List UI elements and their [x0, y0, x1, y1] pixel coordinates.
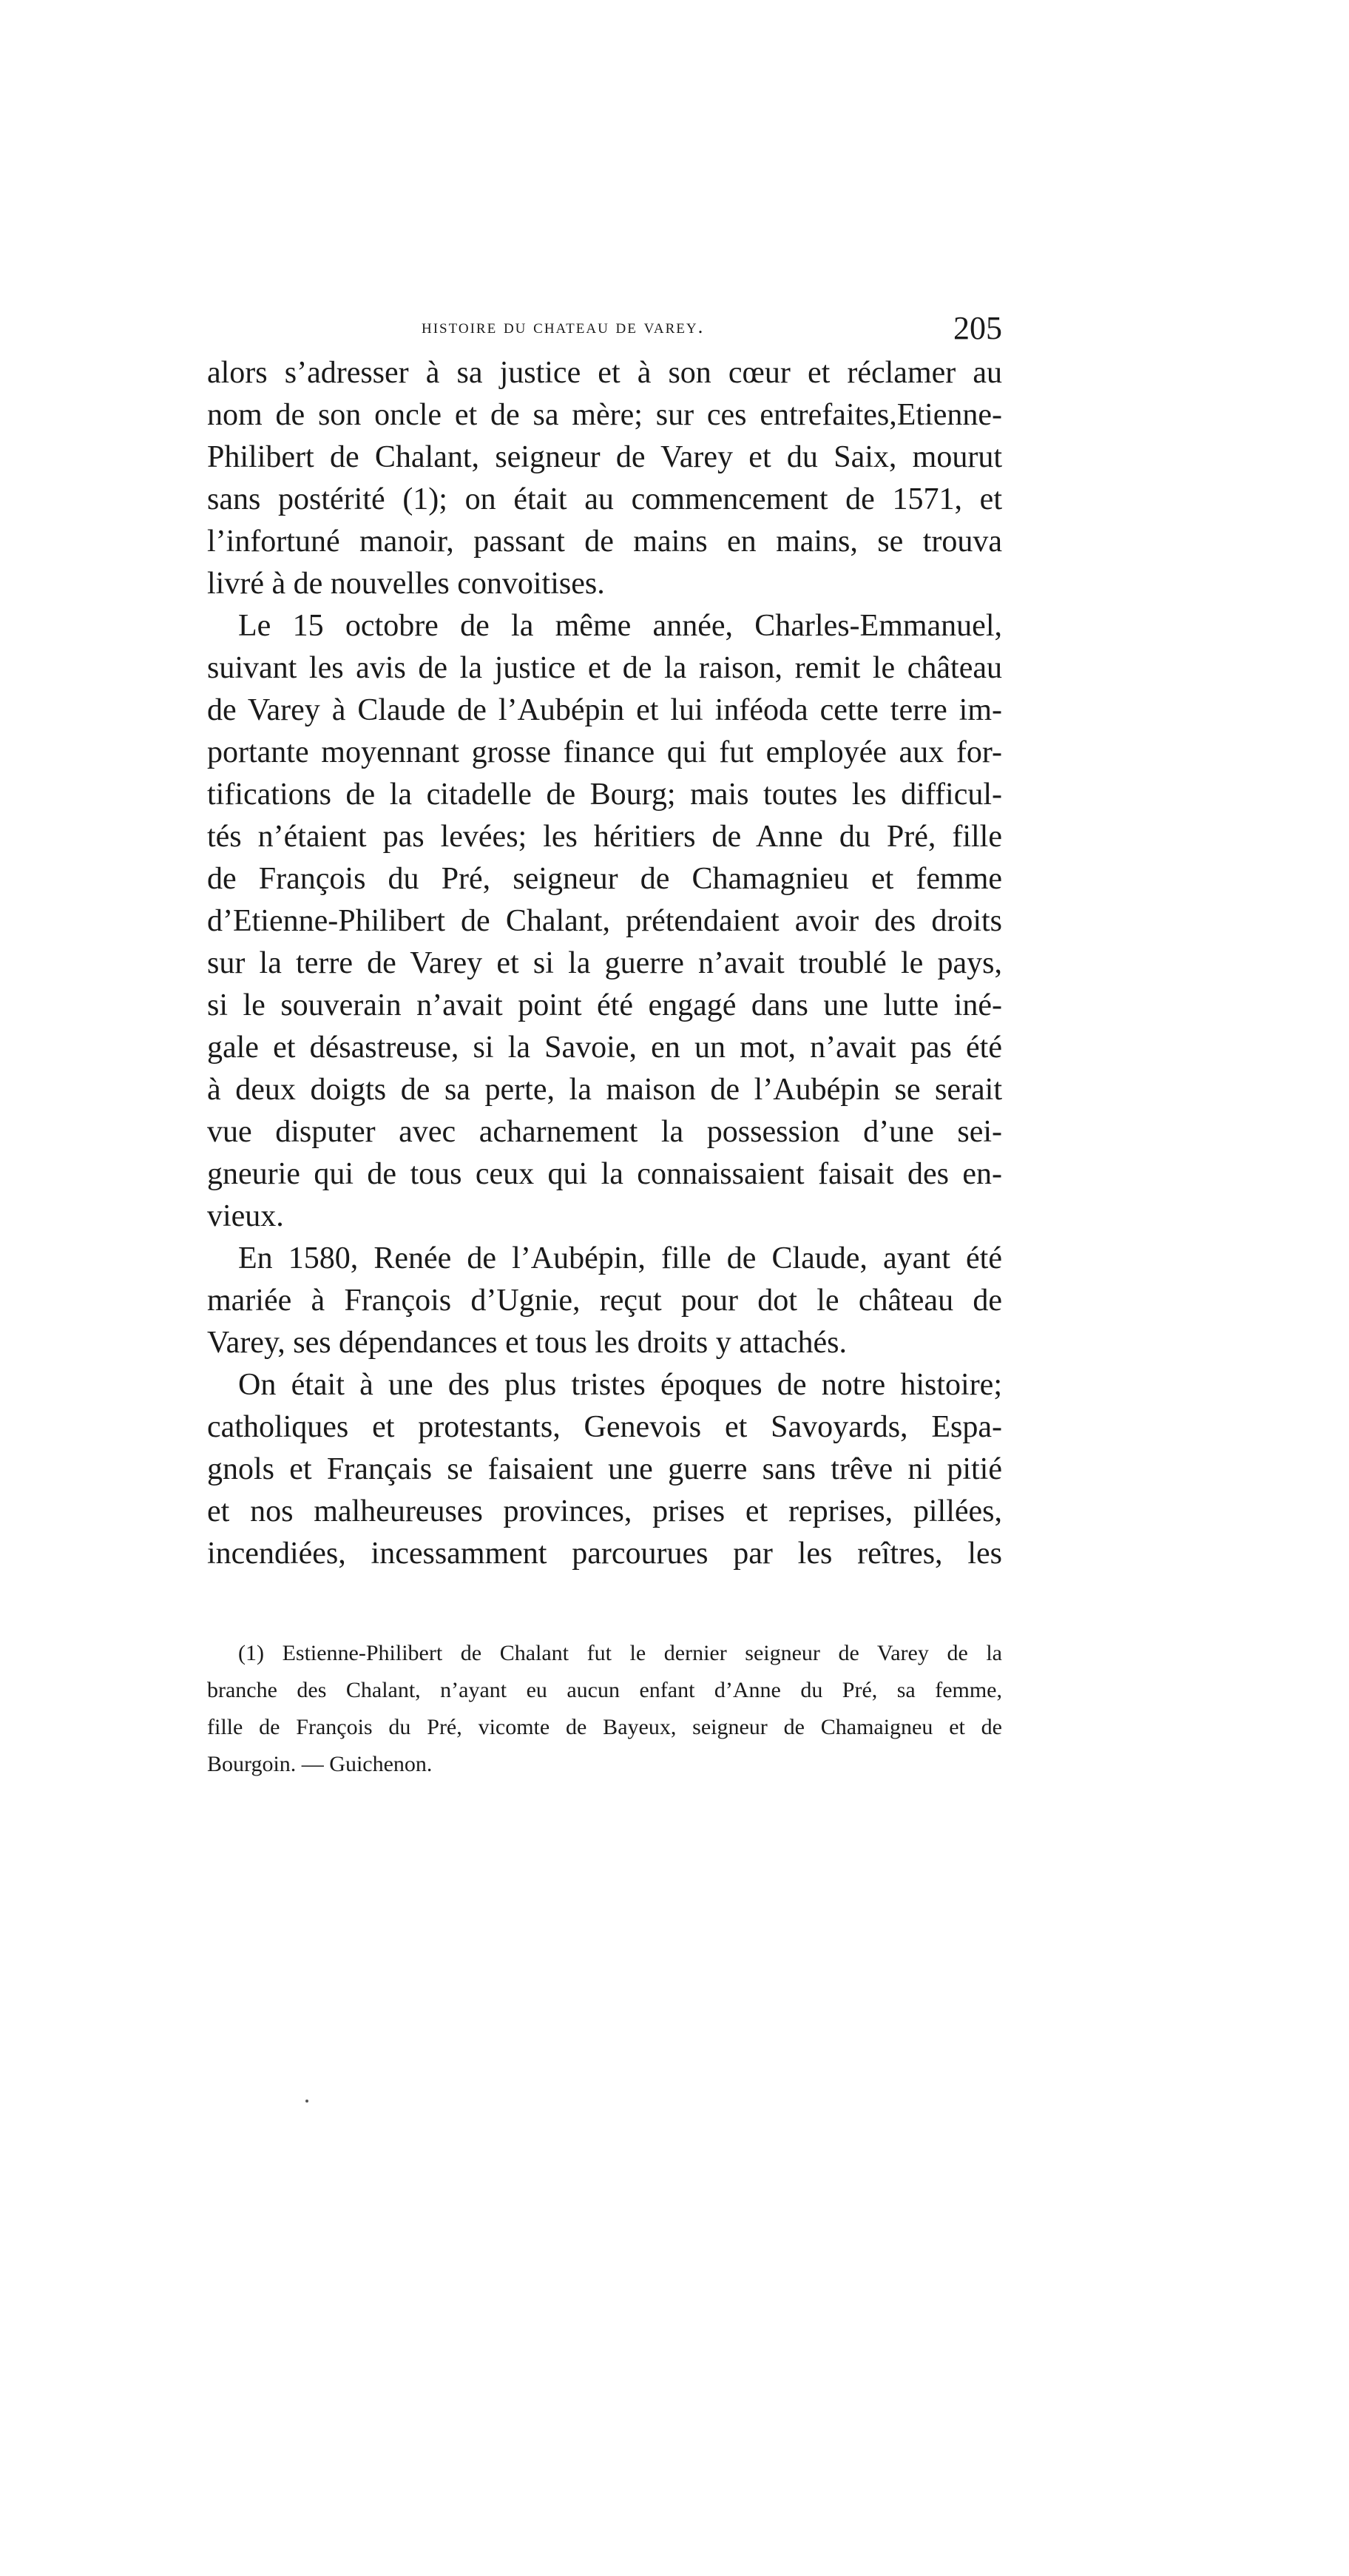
paper-speck	[305, 2100, 308, 2103]
text-line: gneurie qui de tous ceux qui la connaissaient faisait des en-	[207, 1157, 1002, 1191]
text-line: mariée à François d’Ugnie, reçut pour dot le château de	[207, 1284, 1002, 1318]
text-line: sur la terre de Varey et si la guerre n’avait troublé le pays,	[207, 946, 1002, 980]
footnote-line: (1) Estienne-Philibert de Chalant fut le dernier seigneur de Varey de la	[238, 1641, 1002, 1665]
text-line: incendiées, incessamment parcourues par les reîtres, les	[207, 1537, 1002, 1571]
text-line: d’Etienne-Philibert de Chalant, prétendaient avoir des droits	[207, 904, 1002, 938]
text-line: sans postérité (1); on était au commencement de 1571, et	[207, 482, 1002, 516]
text-line: vieux.	[207, 1199, 284, 1233]
text-line: de François du Pré, seigneur de Chamagnieu et femme	[207, 862, 1002, 896]
running-head	[418, 309, 1002, 354]
page-number: 205	[953, 310, 1002, 346]
text-line: nom de son oncle et de sa mère; sur ces entrefaites,Etienne-	[207, 398, 1002, 432]
text-line: portante moyennant grosse finance qui fut employée aux for-	[207, 735, 1002, 769]
text-line: suivant les avis de la justice et de la raison, remit le château	[207, 651, 1002, 685]
text-line: de Varey à Claude de l’Aubépin et lui inféoda cette terre im-	[207, 693, 1002, 727]
text-line: vue disputer avec acharnement la possession d’une sei-	[207, 1115, 1002, 1149]
footnote	[207, 1635, 1002, 1783]
text-line: livré à de nouvelles convoitises.	[207, 567, 605, 601]
text-line: En 1580, Renée de l’Aubépin, fille de Claude, ayant été	[238, 1241, 1002, 1275]
text-line: tifications de la citadelle de Bourg; mais toutes les difficul-	[207, 778, 1002, 812]
text-line: l’infortuné manoir, passant de mains en mains, se trouva	[207, 525, 1002, 559]
text-line: alors s’adresser à sa justice et à son cœur et réclamer au	[207, 356, 1002, 390]
text-line: et nos malheureuses provinces, prises et reprises, pillées,	[207, 1494, 1002, 1528]
footnote-line: fille de François du Pré, vicomte de Bayeux, seigneur de Chamaigneu et de	[207, 1715, 1002, 1739]
footnote-line: branche des Chalant, n’ayant eu aucun enfant d’Anne du Pré, sa femme,	[207, 1678, 1002, 1702]
text-line: gale et désastreuse, si la Savoie, en un mot, n’avait pas été	[207, 1031, 1002, 1065]
text-line: gnols et Français se faisaient une guerre sans trêve ni pitié	[207, 1452, 1002, 1486]
text-line: Le 15 octobre de la même année, Charles-Emmanuel,	[238, 609, 1002, 643]
text-line: tés n’étaient pas levées; les héritiers de Anne du Pré, fille	[207, 820, 1002, 854]
text-line: catholiques et protestants, Genevois et Savoyards, Espa-	[207, 1410, 1002, 1444]
text-line: On était à une des plus tristes époques de notre histoire;	[238, 1368, 1002, 1402]
text-line: si le souverain n’avait point été engagé dans une lutte iné-	[207, 988, 1002, 1022]
text-line: Philibert de Chalant, seigneur de Varey et du Saix, mourut	[207, 440, 1002, 474]
body-text	[207, 352, 1002, 1575]
text-line: à deux doigts de sa perte, la maison de l’Aubépin se serait	[207, 1073, 1002, 1107]
running-title: histoire du chateau de varey.	[422, 315, 705, 337]
text-line: Varey, ses dépendances et tous les droits y attachés.	[207, 1326, 847, 1360]
footnote-line: Bourgoin. — Guichenon.	[207, 1752, 433, 1776]
